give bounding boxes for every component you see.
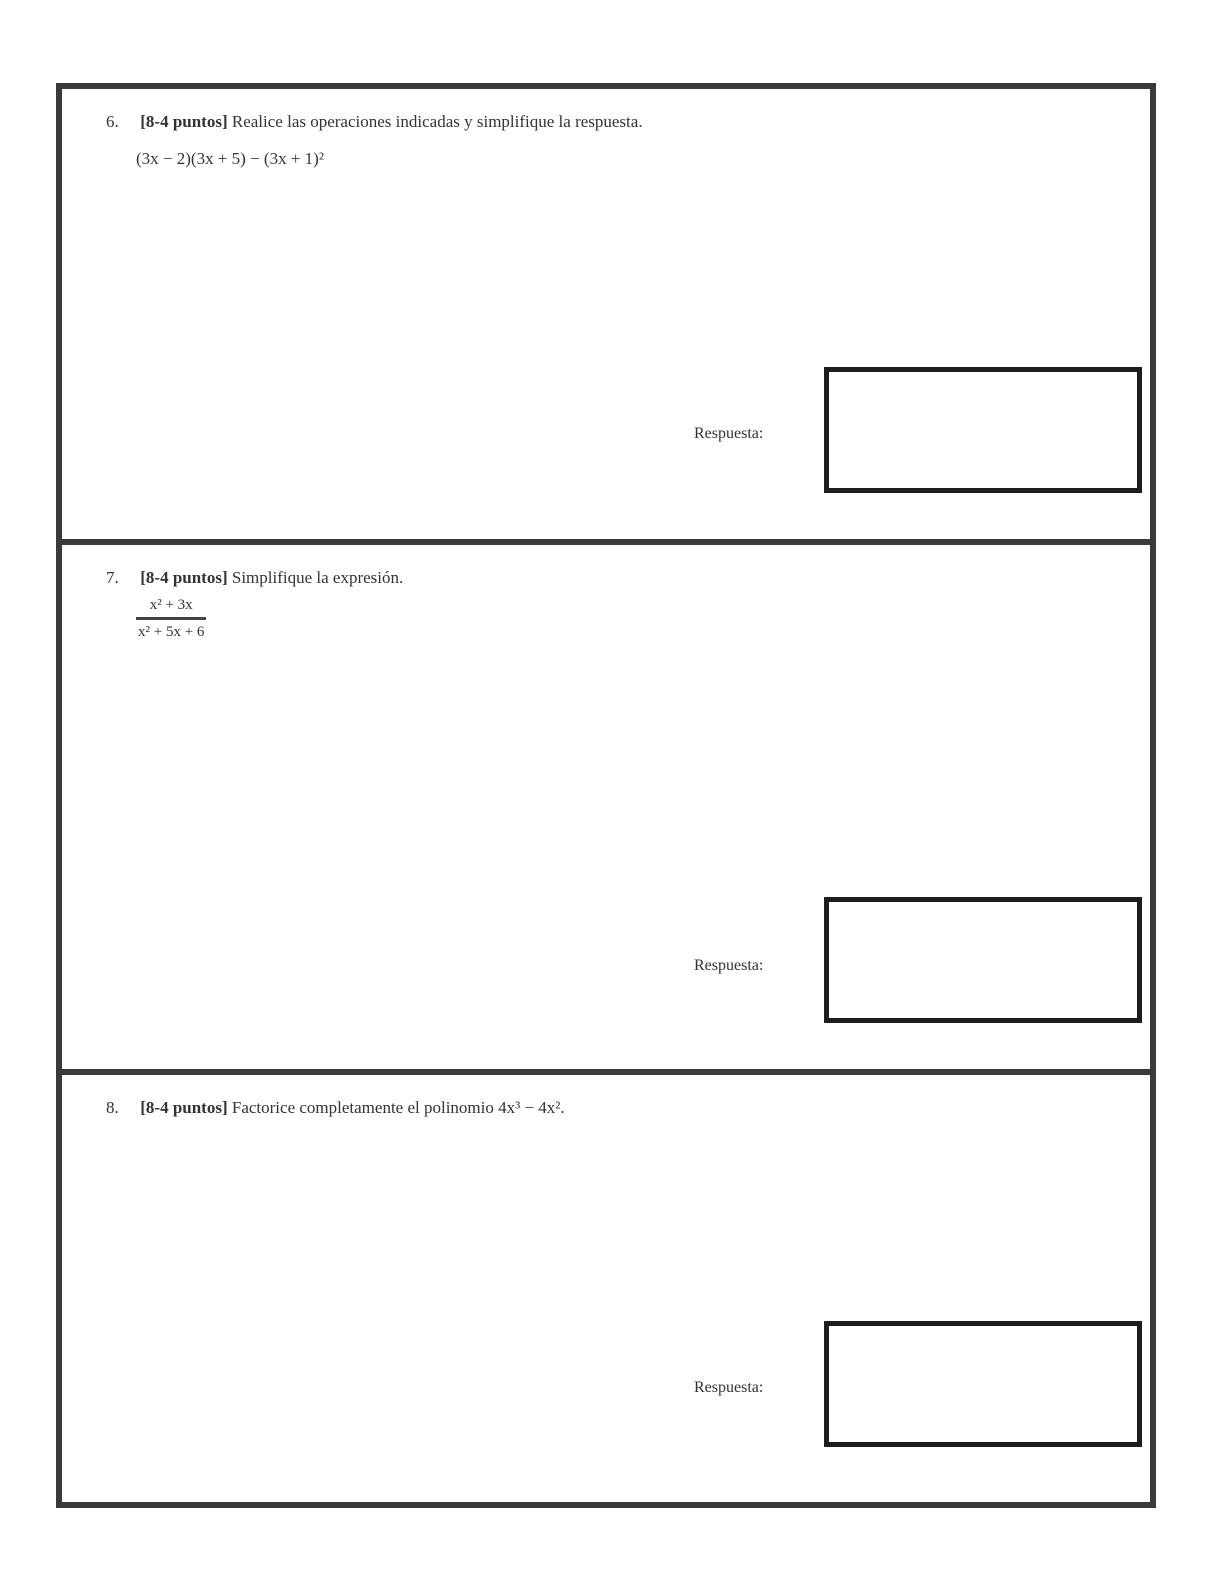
problem-7-points: [8-4 puntos] xyxy=(140,568,228,587)
problem-6-statement: Realice las operaciones indicadas y simplifique la respuesta. xyxy=(231,112,643,131)
problem-8-answer-label: Respuesta: xyxy=(694,1379,764,1396)
problem-7-answer-label: Respuesta: xyxy=(694,957,764,974)
problem-7-answer-box[interactable] xyxy=(824,897,1142,1023)
problem-8-answer-box[interactable] xyxy=(824,1321,1142,1447)
problem-7-number: 7. xyxy=(106,568,119,587)
problem-6-points: [8-4 puntos] xyxy=(140,112,228,131)
problem-6-number: 6. xyxy=(106,112,119,131)
problem-7 xyxy=(62,539,1150,1069)
problem-8 xyxy=(62,1069,1150,1502)
problem-7-question xyxy=(106,567,403,589)
exam-frame xyxy=(56,83,1156,1508)
problem-6-answer-box[interactable] xyxy=(824,367,1142,493)
problem-6-answer-label: Respuesta: xyxy=(694,425,764,442)
problem-6 xyxy=(62,89,1150,539)
problem-7-fraction-denominator: x² + 5x + 6 xyxy=(138,624,205,640)
problem-7-fraction-bar xyxy=(136,617,206,620)
problem-6-expression: (3x − 2)(3x + 5) − (3x + 1)² xyxy=(136,149,324,168)
problem-8-question xyxy=(106,1097,565,1119)
problem-6-question xyxy=(106,111,643,133)
problem-8-statement: Factorice completamente el polinomio 4x³ − 4x². xyxy=(231,1098,565,1117)
problem-7-fraction xyxy=(136,595,206,642)
problem-8-points: [8-4 puntos] xyxy=(140,1098,228,1117)
problem-8-number: 8. xyxy=(106,1098,119,1117)
problem-7-statement: Simplifique la expresión. xyxy=(231,568,404,587)
problem-7-fraction-numerator: x² + 3x xyxy=(149,597,193,613)
